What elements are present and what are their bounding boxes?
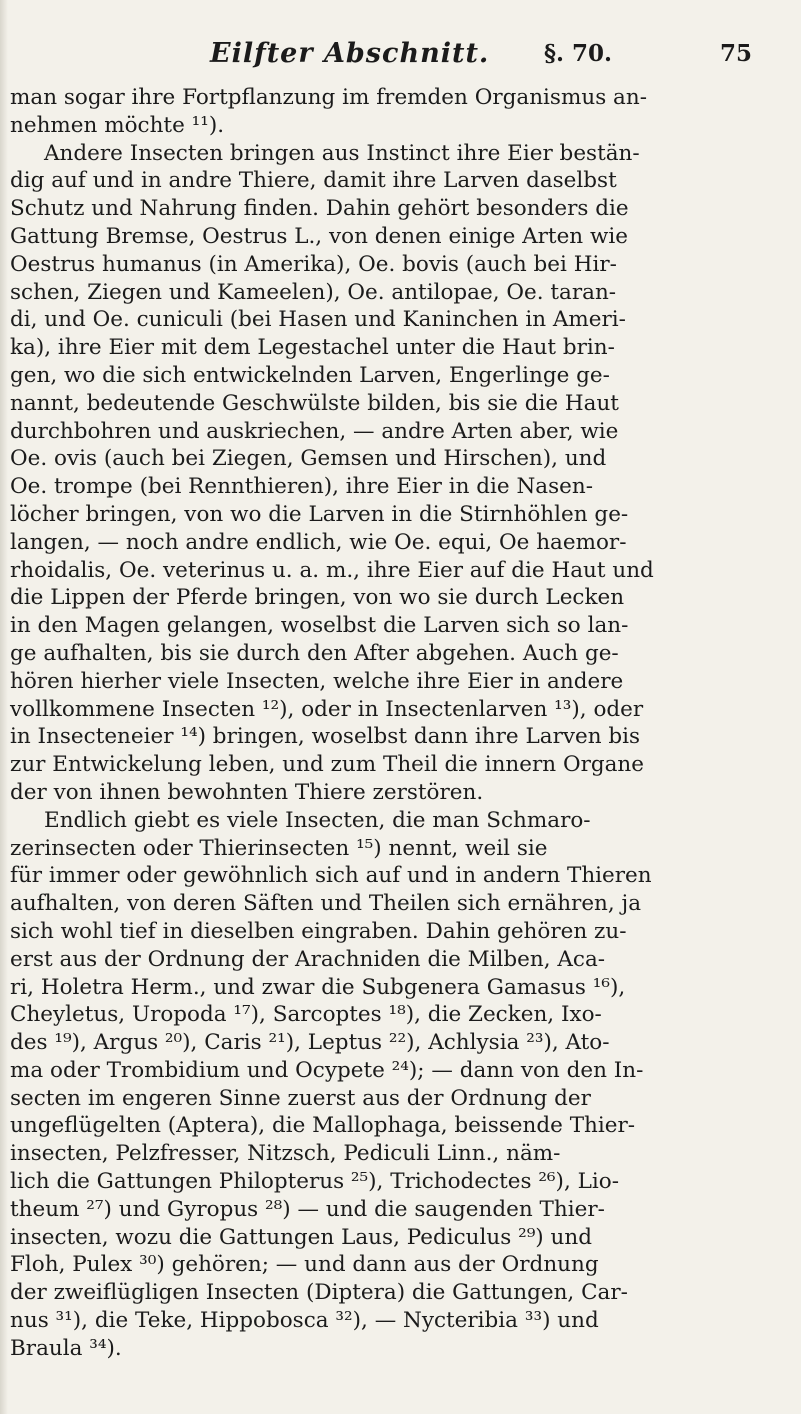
text-line: hören hierher viele Insecten, welche ihre Eier in andere (10, 668, 624, 694)
text-line: zerinsecten oder Thierinsecten ¹⁵) nennt, weil sie (10, 835, 548, 861)
body-text (10, 84, 790, 1363)
page-binding-shadow (0, 0, 8, 1414)
text-line: insecten, Pelzfresser, Nitzsch, Pediculi Linn., näm- (10, 1141, 561, 1167)
text-line: Endlich giebt es viele Insecten, die man Schmaro- (44, 807, 591, 833)
text-line: gen, wo die sich entwickelnden Larven, Engerlinge ge- (10, 362, 610, 388)
running-header (0, 30, 801, 70)
text-line: erst aus der Ordnung der Arachniden die Milben, Aca- (10, 946, 606, 972)
text-line: langen, — noch andre endlich, wie Oe. equi, Oe haemor- (10, 529, 627, 555)
text-line: Oe. ovis (auch bei Ziegen, Gemsen und Hirschen), und (10, 446, 607, 472)
text-line: Cheyletus, Uropoda ¹⁷), Sarcoptes ¹⁸), die Zecken, Ixo- (10, 1002, 602, 1028)
text-line: durchbohren und auskriechen, — andre Arten aber, wie (10, 418, 619, 444)
text-line: ma oder Trombidium und Ocypete ²⁴); — dann von den In- (10, 1057, 644, 1083)
text-line: insecten, wozu die Gattungen Laus, Pediculus ²⁹) und (10, 1224, 592, 1250)
text-line: schen, Ziegen und Kameelen), Oe. antilopae, Oe. taran- (10, 279, 617, 305)
text-line: rhoidalis, Oe. veterinus u. a. m., ihre Eier auf die Haut und (10, 557, 654, 583)
chapter-title: Eilfter Abschnitt. (210, 38, 490, 69)
text-line: der zweiflügligen Insecten (Diptera) die Gattungen, Car- (10, 1280, 628, 1306)
text-line: in Insecteneier ¹⁴) bringen, woselbst dann ihre Larven bis (10, 724, 641, 750)
text-line: Andere Insecten bringen aus Instinct ihre Eier bestän- (44, 140, 640, 166)
text-line: löcher bringen, von wo die Larven in die Stirnhöhlen ge- (10, 501, 629, 527)
page-number: 75 (720, 40, 753, 67)
text-line: die Lippen der Pferde bringen, von wo sie durch Lecken (10, 585, 625, 611)
text-line: Braula ³⁴). (10, 1335, 122, 1361)
text-line: ka), ihre Eier mit dem Legestachel unter die Haut brin- (10, 335, 615, 361)
text-line: theum ²⁷) und Gyropus ²⁸) — und die saugenden Thier- (10, 1196, 605, 1222)
text-line: ungeflügelten (Aptera), die Mallophaga, beissende Thier- (10, 1113, 636, 1139)
text-line: Floh, Pulex ³⁰) gehören; — und dann aus der Ordnung (10, 1252, 599, 1278)
text-line: zur Entwickelung leben, und zum Theil die innern Organe (10, 752, 644, 778)
text-line: nehmen möchte ¹¹). (10, 112, 225, 138)
text-line: Schutz und Nahrung finden. Dahin gehört besonders die (10, 196, 629, 222)
text-line: nus ³¹), die Teke, Hippobosca ³²), — Nycteribia ³³) und (10, 1308, 599, 1334)
text-line: vollkommene Insecten ¹²), oder in Insectenlarven ¹³), oder (10, 696, 644, 722)
text-line: ri, Holetra Herm., und zwar die Subgenera Gamasus ¹⁶), (10, 974, 626, 1000)
text-line: dig auf und in andre Thiere, damit ihre Larven daselbst (10, 168, 617, 194)
text-line: man sogar ihre Fortpflanzung im fremden Organismus an- (10, 85, 647, 110)
text-line: für immer oder gewöhnlich sich auf und in andern Thieren (10, 863, 652, 889)
text-line: Oestrus humanus (in Amerika), Oe. bovis (auch bei Hir- (10, 251, 617, 277)
text-line: ge aufhalten, bis sie durch den After abgehen. Auch ge- (10, 640, 619, 666)
text-line: secten im engeren Sinne zuerst aus der Ordnung der (10, 1085, 591, 1111)
text-line: Oe. trompe (bei Rennthieren), ihre Eier in die Nasen- (10, 474, 593, 500)
text-line: di, und Oe. cuniculi (bei Hasen und Kaninchen in Ameri- (10, 307, 626, 333)
section-number: §. 70. (544, 40, 613, 67)
text-line: des ¹⁹), Argus ²⁰), Caris ²¹), Leptus ²²), Achlysia ²³), Ato- (10, 1030, 610, 1056)
text-line: in den Magen gelangen, woselbst die Larven sich so lan- (10, 613, 629, 639)
text-line: sich wohl tief in dieselben eingraben. Dahin gehören zu- (10, 918, 627, 944)
text-line: lich die Gattungen Philopterus ²⁵), Trichodectes ²⁶), Lio- (10, 1169, 619, 1195)
text-line: aufhalten, von deren Säften und Theilen sich ernähren, ja (10, 891, 642, 917)
text-line: nannt, bedeutende Geschwülste bilden, bis sie die Haut (10, 390, 619, 416)
text-line: Gattung Bremse, Oestrus L., von denen einige Arten wie (10, 223, 628, 249)
text-line: der von ihnen bewohnten Thiere zerstören. (10, 779, 484, 805)
